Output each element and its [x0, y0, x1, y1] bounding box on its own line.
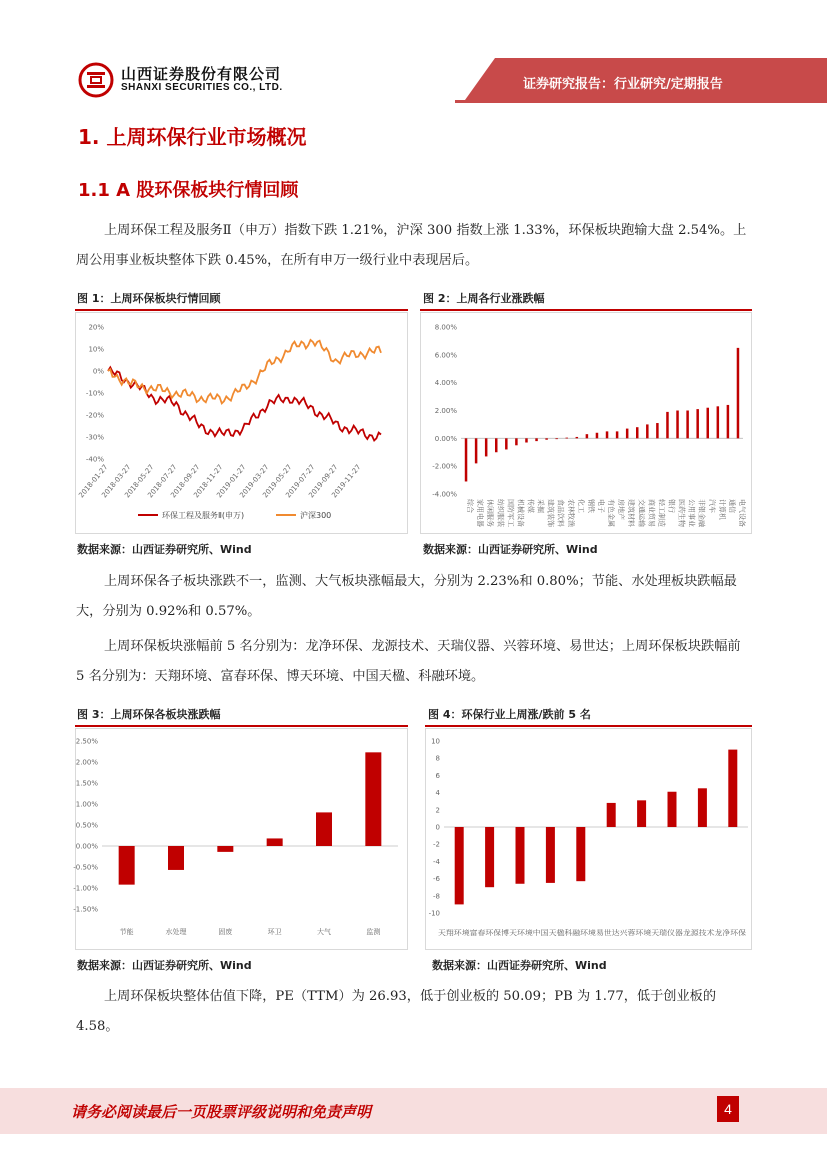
fig2-bar	[737, 348, 740, 438]
fig2-chart	[420, 312, 752, 534]
fig2-x-label: 医药生物	[677, 499, 686, 527]
fig4-bar	[576, 827, 585, 881]
fig2-x-label: 交通运输	[637, 499, 646, 527]
fig2-bar	[656, 423, 659, 438]
fig1-y-tick: -40%	[85, 455, 104, 464]
fig2-x-label: 传媒	[526, 499, 535, 513]
fig2-bar	[485, 438, 488, 456]
fig1-title: 图 1：上周环保板块行情回顾	[77, 292, 221, 305]
fig1-series-line	[108, 340, 381, 404]
fig2-y-tick: 6.00%	[434, 351, 457, 360]
fig1-x-tick: 2019-01-27	[215, 463, 248, 500]
fig2-bar	[525, 438, 528, 442]
fig4-bar	[455, 827, 464, 904]
subsection-title: 1.1 A 股环保板块行情回顾	[78, 180, 299, 201]
fig2-x-label: 食品饮料	[556, 499, 565, 527]
fig4-y-tick: -4	[433, 857, 440, 866]
fig2-x-label: 建筑材料	[627, 499, 636, 527]
fig4-bar	[698, 788, 707, 827]
fig2-bar	[666, 412, 669, 438]
fig4-chart	[425, 728, 752, 950]
fig1-x-tick: 2019-07-27	[284, 463, 317, 500]
fig2-bar	[696, 409, 699, 438]
fig4-bar	[516, 827, 525, 884]
fig2-y-tick: 8.00%	[434, 323, 457, 332]
fig3-bar	[267, 838, 283, 846]
fig2-x-label: 公用事业	[687, 499, 696, 527]
fig4-y-tick: -8	[433, 892, 440, 901]
fig2-bar	[475, 438, 478, 463]
fig4-y-tick: -6	[433, 875, 440, 884]
fig2-x-label: 商业贸易	[647, 499, 656, 527]
section-title: 1. 上周环保行业市场概况	[78, 125, 307, 149]
fig2-x-label: 建筑装饰	[546, 499, 555, 527]
company-logo-icon	[78, 62, 114, 98]
fig2-x-label: 家用电器	[476, 499, 485, 527]
fig2-x-label: 计算机	[717, 499, 726, 520]
fig1-y-tick: 20%	[88, 323, 104, 332]
fig2-x-label: 国防军工	[506, 499, 515, 527]
fig3-bar	[217, 846, 233, 852]
fig4-y-tick: 8	[435, 754, 440, 763]
fig3-x-label: 大气	[317, 928, 331, 936]
fig3-rule	[75, 725, 408, 727]
fig2-y-tick: -2.00%	[432, 462, 457, 471]
fig3-bar	[365, 752, 381, 846]
fig3-title: 图 3：上周环保各板块涨跌幅	[77, 708, 221, 721]
fig2-x-label: 轻工制造	[657, 499, 666, 527]
fig3-y-tick: 0.00%	[75, 842, 98, 851]
fig1-x-tick: 2018-09-27	[169, 463, 202, 500]
fig2-svg	[421, 313, 753, 535]
fig3-bar	[168, 846, 184, 870]
fig1-svg	[76, 313, 409, 535]
fig2-y-tick: 2.00%	[434, 407, 457, 415]
company-name-en: SHANXI SECURITIES CO., LTD.	[121, 82, 283, 93]
fig2-bar	[465, 438, 468, 481]
fig4-bar	[728, 750, 737, 827]
fig4-y-tick: 4	[435, 789, 440, 798]
fig2-bar	[727, 405, 730, 438]
fig2-y-tick: 4.00%	[434, 379, 457, 388]
fig3-source: 数据来源：山西证券研究所、Wind	[77, 959, 252, 972]
fig3-x-label: 固废	[218, 928, 233, 936]
fig2-bar	[686, 411, 689, 439]
fig4-bar	[637, 800, 646, 827]
fig3-y-tick: 1.00%	[75, 800, 98, 809]
fig1-source: 数据来源：山西证券研究所、Wind	[77, 543, 252, 556]
fig1-x-tick: 2018-05-27	[123, 463, 156, 500]
fig3-y-tick: 2.00%	[75, 758, 98, 767]
fig1-y-tick: -20%	[85, 411, 104, 420]
fig4-y-tick: 10	[431, 737, 440, 746]
fig2-bar	[606, 431, 609, 438]
fig1-y-tick: 0%	[92, 367, 104, 376]
fig2-bar	[515, 438, 518, 445]
fig2-x-label: 电子	[596, 499, 605, 513]
fig4-bar	[546, 827, 555, 883]
fig2-bar	[495, 438, 498, 452]
fig3-y-tick: 0.50%	[75, 821, 98, 830]
fig2-bar	[545, 438, 548, 439]
fig2-y-tick: -4.00%	[432, 490, 457, 499]
fig3-x-label: 水处理	[165, 928, 187, 936]
fig2-x-label: 机械设备	[516, 499, 525, 527]
fig2-bar	[636, 427, 639, 438]
fig4-bar	[485, 827, 494, 887]
fig2-bar	[555, 438, 558, 439]
fig1-x-tick: 2019-11-27	[330, 463, 363, 500]
fig1-x-tick: 2018-07-27	[146, 463, 179, 500]
fig2-bar	[646, 424, 649, 438]
fig4-y-tick: -2	[433, 840, 440, 849]
fig2-bar	[586, 434, 589, 438]
fig4-y-tick: 0	[435, 823, 440, 832]
fig1-legend-label: 沪深300	[300, 511, 332, 520]
fig2-bar	[626, 429, 629, 439]
fig4-title: 图 4：环保行业上周涨/跌前 5 名	[428, 708, 591, 721]
fig2-source: 数据来源：山西证券研究所、Wind	[423, 543, 598, 556]
fig2-x-label: 农林牧渔	[566, 499, 575, 527]
page-header	[0, 0, 827, 100]
fig2-x-label: 钢铁	[586, 499, 595, 513]
fig2-bar	[566, 438, 569, 439]
fig2-x-label: 通信	[727, 499, 736, 513]
fig3-x-label: 监测	[366, 928, 381, 936]
fig3-bar	[316, 812, 332, 846]
fig3-svg	[73, 729, 409, 951]
fig2-bar	[596, 433, 599, 439]
fig4-svg	[426, 729, 753, 951]
fig2-x-label: 银行	[667, 499, 676, 513]
fig2-bar	[616, 431, 619, 438]
fig3-x-label: 节能	[119, 928, 134, 936]
fig2-bar	[576, 437, 579, 438]
paragraph-3: 上周环保板块涨幅前 5 名分别为：龙净环保、龙源技术、天瑞仪器、兴蓉环境、易世达；上周环保板块跌幅前 5 名分别为：天翔环境、富春环保、博天环境、中国天楹、科融环境。	[76, 639, 741, 684]
fig3-x-label: 环卫	[267, 928, 282, 936]
fig2-bar	[676, 411, 679, 439]
fig2-bar	[707, 408, 710, 439]
paragraph-1: 上周环保工程及服务Ⅱ（申万）指数下跌 1.21%，沪深 300 指数上涨 1.33%，环保板块跑输大盘 2.54%。上周公用事业板块整体下跌 0.45%，在所有申万一级行业中表现居后。	[76, 223, 747, 268]
fig2-y-tick: 0.00%	[434, 434, 457, 443]
fig2-x-label: 汽车	[707, 499, 716, 513]
fig2-x-label: 休闲服务	[486, 499, 495, 527]
fig1-x-tick: 2018-11-27	[192, 463, 225, 500]
fig1-x-tick: 2019-03-27	[238, 463, 271, 500]
fig2-x-label: 非银金融	[697, 499, 706, 527]
fig1-y-tick: -10%	[85, 389, 104, 398]
paragraph-2: 上周环保各子板块涨跌不一，监测、大气板块涨幅最大，分别为 2.23%和 0.80%；节能、水处理板块跌幅最大，分别为 0.92%和 0.57%。	[76, 574, 737, 619]
page-number: 4	[717, 1096, 739, 1122]
fig1-y-tick: -30%	[85, 433, 104, 442]
fig2-x-label: 化工	[576, 499, 585, 513]
fig2-rule	[420, 309, 752, 311]
fig4-rule	[425, 725, 752, 727]
fig2-x-label: 有色金属	[607, 499, 616, 527]
footer-disclaimer: 请务必阅读最后一页股票评级说明和免责声明	[71, 1103, 372, 1121]
fig3-y-tick: -1.50%	[73, 905, 98, 914]
fig4-y-tick: 2	[435, 806, 440, 815]
fig1-x-tick: 2019-05-27	[261, 463, 294, 500]
fig2-x-label: 房地产	[617, 499, 626, 520]
fig1-x-tick: 2018-01-27	[77, 463, 110, 500]
fig3-y-tick: 2.50%	[75, 737, 98, 746]
fig2-x-label: 电气设备	[737, 499, 746, 527]
company-name-cn: 山西证券股份有限公司	[121, 65, 282, 83]
fig1-rule	[75, 309, 408, 311]
fig4-y-tick: -10	[428, 909, 440, 918]
fig1-y-tick: 10%	[88, 345, 104, 354]
report-tag: 证券研究报告：行业研究/定期报告	[523, 77, 723, 92]
fig2-x-label: 纺织服装	[496, 499, 505, 527]
fig3-bar	[119, 846, 135, 885]
fig2-bar	[505, 438, 508, 449]
fig3-chart	[75, 728, 408, 950]
fig1-x-tick: 2018-03-27	[100, 463, 133, 500]
fig4-bar	[668, 792, 677, 827]
fig4-source: 数据来源：山西证券研究所、Wind	[432, 959, 607, 972]
fig2-bar	[535, 438, 538, 441]
fig3-y-tick: -0.50%	[73, 863, 98, 872]
fig1-x-tick: 2019-09-27	[307, 463, 340, 500]
fig4-y-tick: 6	[435, 771, 440, 780]
fig1-legend-label: 环保工程及服务Ⅱ(申万)	[162, 511, 245, 520]
fig4-bar	[607, 803, 616, 827]
paragraph-4: 上周环保板块整体估值下降，PE（TTM）为 26.93，低于创业板的 50.09；PB 为 1.77，低于创业板的 4.58。	[76, 989, 717, 1034]
fig4-x-labels: 天翔环境富春环保博天环境中国天楹科融环境易世达兴蓉环境天瑞仪器龙源技术龙净环保	[438, 929, 711, 937]
fig2-title: 图 2：上周各行业涨跌幅	[423, 292, 545, 305]
fig2-x-label: 综合	[466, 499, 475, 513]
fig3-y-tick: 1.50%	[75, 779, 98, 788]
fig1-series-line	[108, 367, 381, 440]
fig1-chart	[75, 312, 408, 534]
fig3-y-tick: -1.00%	[73, 884, 98, 893]
fig2-bar	[717, 406, 720, 438]
fig2-x-label: 采掘	[536, 499, 545, 513]
